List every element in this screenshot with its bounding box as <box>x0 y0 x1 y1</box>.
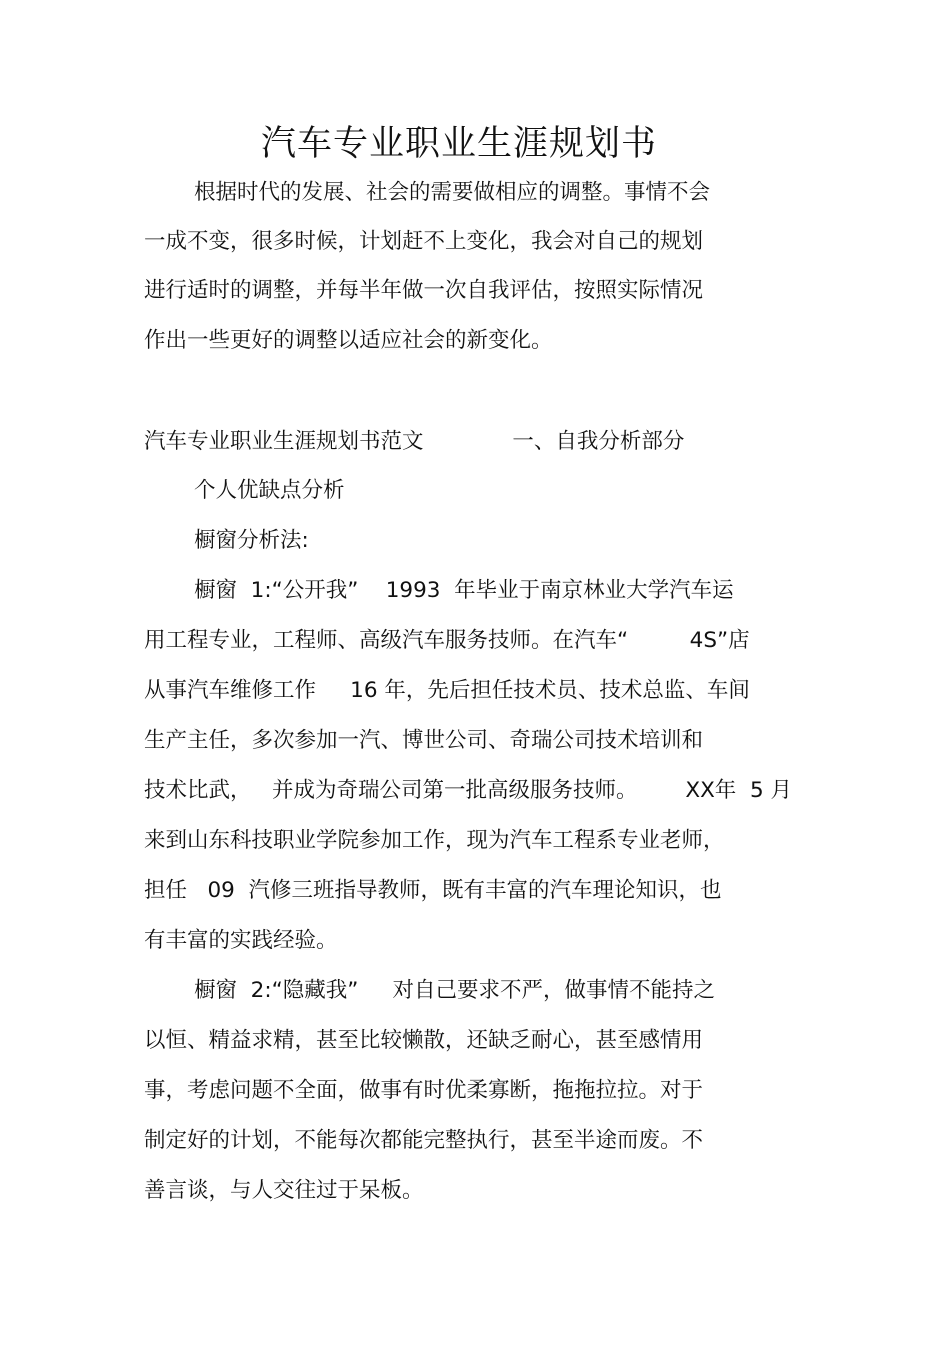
paragraph-line: 有丰富的实践经验。 <box>144 928 338 953</box>
document-title: 汽车专业职业生涯规划书 <box>260 124 657 164</box>
paragraph-line: 来到山东科技职业学院参加工作，现为汽车工程系专业老师， <box>144 828 725 853</box>
paragraph-line: 根据时代的发展、社会的需要做相应的调整。事情不会 <box>194 180 711 205</box>
subheading-line: 个人优缺点分析 <box>194 478 345 503</box>
paragraph-line: 进行适时的调整，并每半年做一次自我评估，按照实际情况 <box>144 278 704 303</box>
paragraph-line: 橱窗 1:“公开我” 1993 年毕业于南京林业大学汽车运 <box>194 578 734 603</box>
paragraph-line: 用工程专业，工程师、高级汽车服务技师。在汽车“ 4S”店 <box>144 628 750 653</box>
paragraph-line: 一成不变，很多时候，计划赶不上变化，我会对自己的规划 <box>144 229 704 254</box>
paragraph-line: 事，考虑问题不全面，做事有时优柔寡断，拖拖拉拉。对于 <box>144 1078 704 1103</box>
paragraph-line: 善言谈，与人交往过于呆板。 <box>144 1178 424 1203</box>
section-heading-line: 汽车专业职业生涯规划书范文 一、自我分析部分 <box>144 429 685 454</box>
paragraph-line: 从事汽车维修工作 16 年，先后担任技术员、技术总监、车间 <box>144 678 750 703</box>
paragraph-line: 橱窗 2:“隐藏我” 对自己要求不严，做事情不能持之 <box>194 978 716 1003</box>
paragraph-line: 担任 09 汽修三班指导教师，既有丰富的汽车理论知识，也 <box>144 878 722 903</box>
paragraph-line: 制定好的计划，不能每次都能完整执行，甚至半途而废。不 <box>144 1128 704 1153</box>
paragraph-line: 以恒、精益求精，甚至比较懒散，还缺乏耐心，甚至感情用 <box>144 1028 704 1053</box>
paragraph-line: 作出一些更好的调整以适应社会的新变化。 <box>144 328 553 353</box>
paragraph-line: 生产主任，多次参加一汽、博世公司、奇瑞公司技术培训和 <box>144 728 704 753</box>
subheading-line: 橱窗分析法: <box>194 528 309 553</box>
paragraph-line: 技术比武， 并成为奇瑞公司第一批高级服务技师。 XX年 5 月 <box>144 778 792 803</box>
